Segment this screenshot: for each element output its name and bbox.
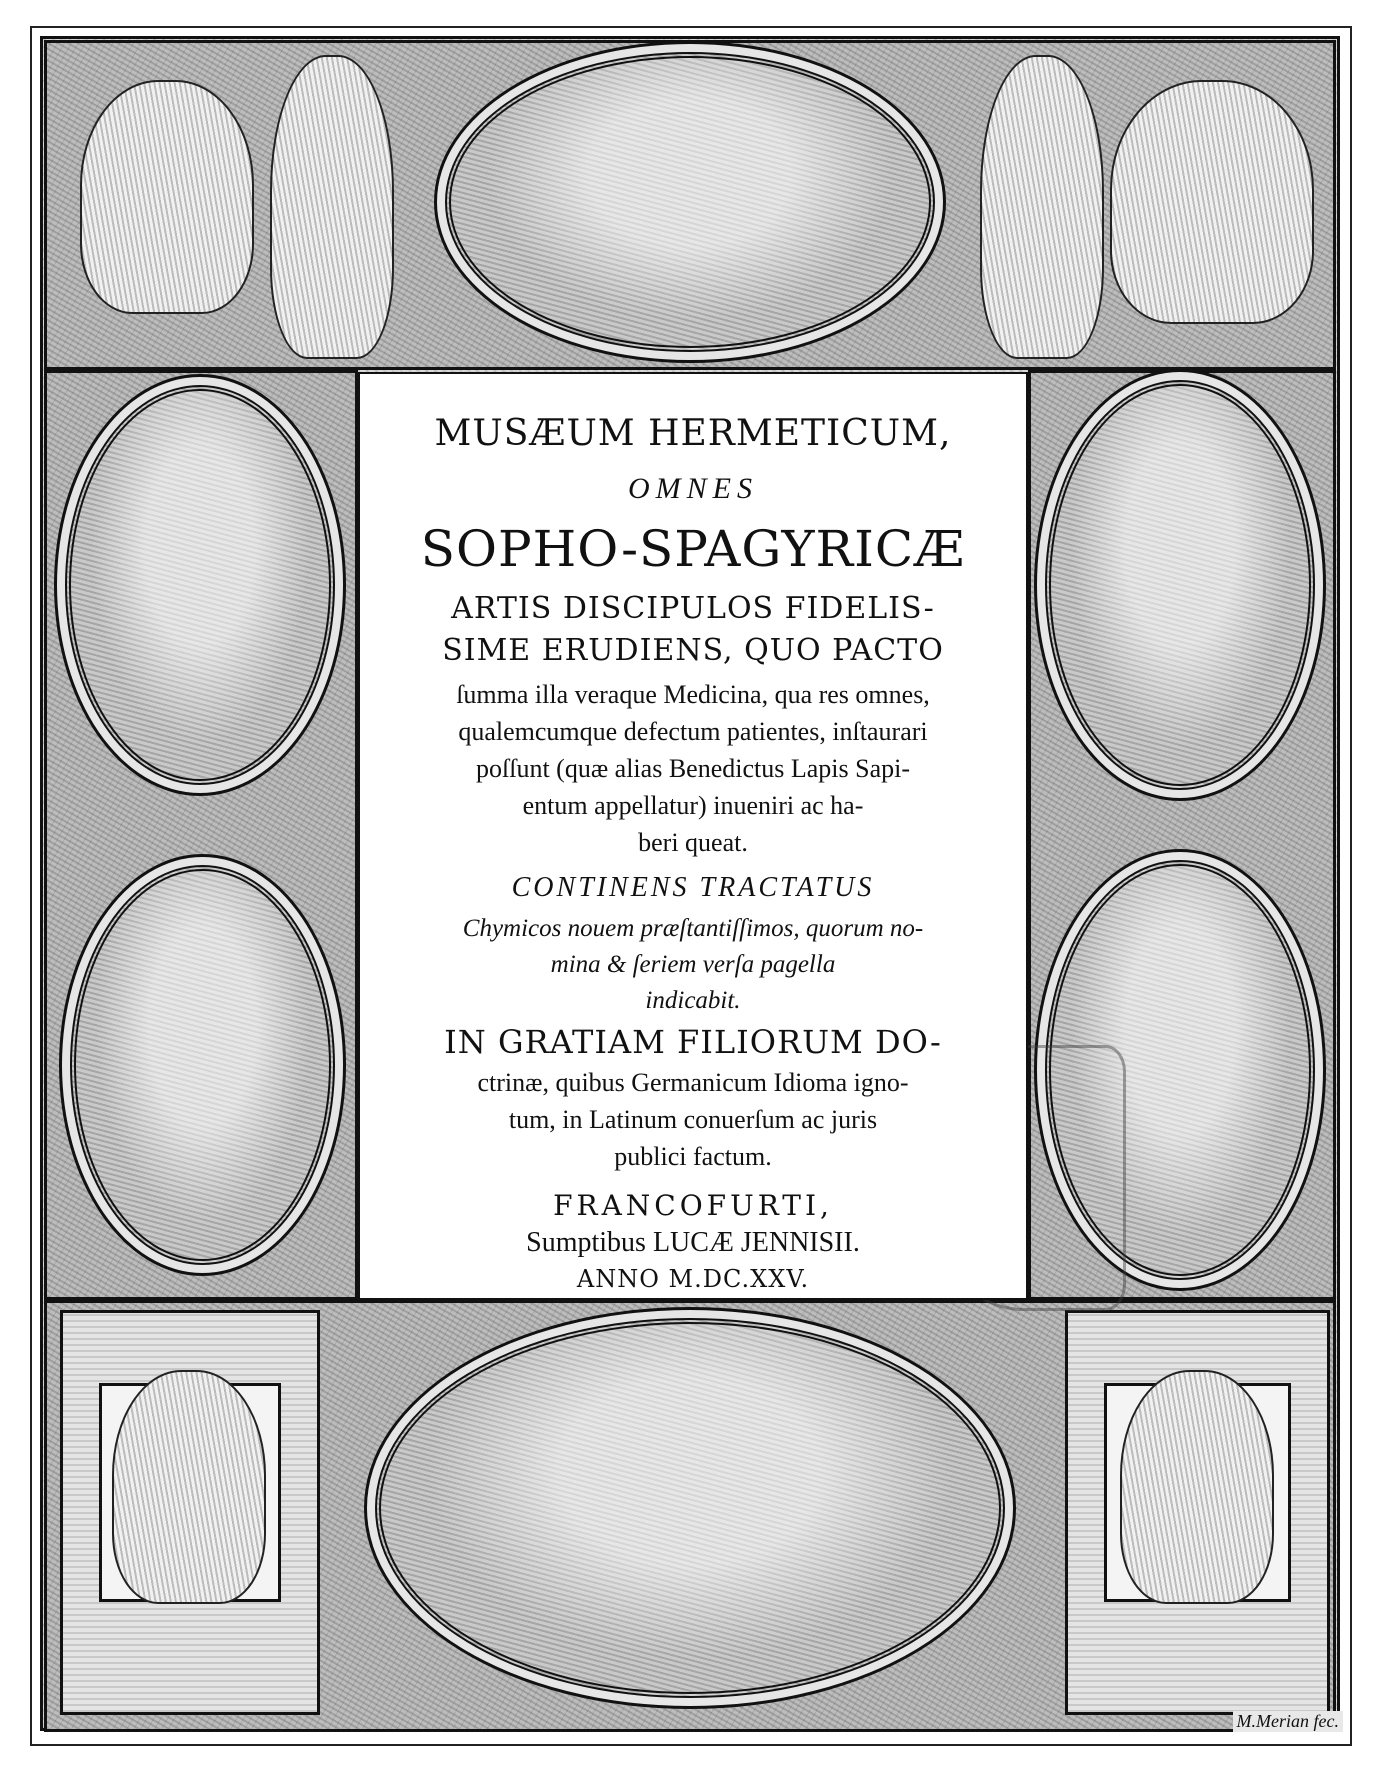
apollo-muses-oval-illustration (445, 52, 935, 352)
title-line-10: beri queat. (638, 828, 748, 857)
title-line-9: entum appellatur) inueniri ac ha- (522, 791, 864, 820)
luna-figure-illustration (1120, 1370, 1274, 1604)
title-line-2: OMNES (628, 472, 758, 505)
fire-element-oval-illustration (1045, 380, 1315, 790)
title-line-7: qualemcumque defectum patientes, inſtaurari (458, 717, 928, 746)
title-line-5: SIME ERUDIENS, QUO PACTO (442, 633, 944, 668)
title-line-20: Sumptibus LUCÆ JENNISII. (526, 1227, 860, 1258)
engraver-signature: M.Merian fec. (1233, 1711, 1343, 1732)
phoenix-left-illustration (80, 80, 254, 314)
title-line-1: MUSÆUM HERMETICUM, (434, 413, 952, 454)
title-line-4: ARTIS DISCIPULOS FIDELIS- (451, 591, 935, 626)
minerva-figure-illustration (270, 55, 394, 359)
air-element-oval-illustration (65, 385, 335, 785)
title-line-14: indicabit. (645, 987, 741, 1014)
title-line-18: publici factum. (614, 1142, 772, 1171)
title-line-21: ANNO M.DC.XXV. (576, 1265, 810, 1293)
title-line-3: SOPHO-SPAGYRICÆ (420, 520, 966, 578)
title-line-11: CONTINENS TRACTATUS (511, 872, 875, 903)
title-line-15: IN GRATIAM FILIORUM DO- (444, 1023, 942, 1061)
title-line-19: FRANCOFURTI, (553, 1189, 833, 1222)
title-line-16: ctrinæ, quibus Germanicum Idioma igno- (477, 1068, 909, 1097)
title-text-panel (358, 372, 1028, 1300)
title-line-12: Chymicos nouem præſtantiſſimos, quorum no- (462, 915, 924, 942)
pelican-right-illustration (1110, 80, 1314, 324)
title-line-13: mina & ſeriem verſa pagella (550, 951, 836, 978)
mercury-figure-illustration (980, 55, 1104, 359)
title-line-6: ſumma illa veraque Medicina, qua res omnes, (456, 680, 930, 709)
title-line-17: tum, in Latinum conuerſum ac juris (508, 1105, 878, 1134)
title-line-8: poſſunt (quæ alias Benedictus Lapis Sapi- (476, 754, 910, 783)
earth-element-oval-illustration (70, 865, 335, 1265)
sol-figure-illustration (112, 1370, 266, 1604)
nature-and-alchemist-oval-illustration (375, 1318, 1005, 1698)
